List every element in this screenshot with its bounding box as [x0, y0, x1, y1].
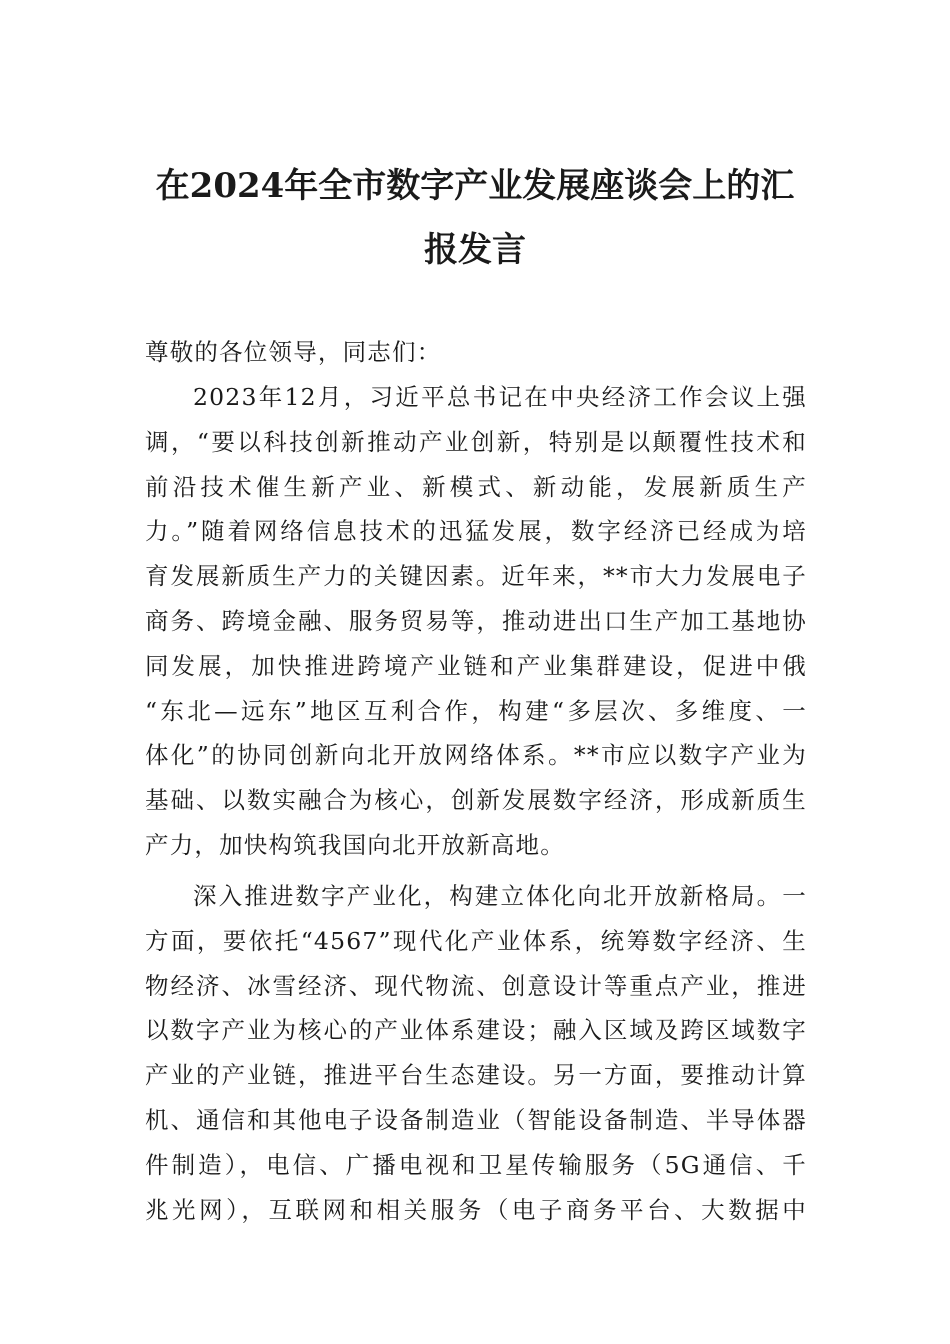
paragraph-line: 件制造），电信、广播电视和卫星传输服务（5G通信、千	[145, 1150, 807, 1179]
paragraph-line: 育发展新质生产力的关键因素。近年来，**市大力发展电子	[145, 562, 807, 591]
paragraph-line: 物经济、冰雪经济、现代物流、创意设计等重点产业，推进	[145, 971, 807, 1000]
paragraph-line: 前沿技术催生新产业、新模式、新动能，发展新质生产	[145, 472, 807, 501]
paragraph-line: 深入推进数字产业化，构建立体化向北开放新格局。一	[193, 882, 807, 910]
paragraph-line: 调，“要以科技创新推动产业创新，特别是以颠覆性技术和	[145, 427, 807, 456]
paragraph-line: 产业的产业链，推进平台生态建设。另一方面，要推动计算	[145, 1061, 807, 1090]
title-line-1: 在2024年全市数字产业发展座谈会上的汇	[155, 166, 795, 206]
paragraph-line: 2023年12月，习近平总书记在中央经济工作会议上强	[193, 383, 807, 411]
document-title	[145, 154, 805, 282]
salutation-text: 尊敬的各位领导，同志们：	[145, 338, 442, 366]
salutation	[145, 330, 807, 375]
paragraph-1	[145, 375, 807, 868]
paragraph-line: “东北—远东”地区互利合作，构建“多层次、多维度、一	[145, 696, 807, 725]
paragraph-line: 基础、以数实融合为核心，创新发展数字经济，形成新质生	[145, 786, 807, 815]
paragraph-line: 产力，加快构筑我国向北开放新高地。	[145, 830, 565, 859]
paragraph-line: 兆光网），互联网和相关服务（电子商务平台、大数据中	[145, 1195, 807, 1224]
paragraph-line: 体化”的协同创新向北开放网络体系。**市应以数字产业为	[145, 741, 807, 770]
paragraph-line: 以数字产业为核心的产业体系建设；融入区域及跨区域数字	[145, 1016, 807, 1045]
title-line-2: 报发言	[424, 230, 526, 270]
paragraph-2	[145, 874, 807, 1232]
paragraph-line: 机、通信和其他电子设备制造业（智能设备制造、半导体器	[145, 1105, 807, 1134]
paragraph-line: 力。”随着网络信息技术的迅猛发展，数字经济已经成为培	[145, 517, 807, 546]
paragraph-line: 方面，要依托“4567”现代化产业体系，统筹数字经济、生	[145, 926, 807, 955]
paragraph-line: 商务、跨境金融、服务贸易等，推动进出口生产加工基地协	[145, 606, 807, 635]
paragraph-line: 同发展，加快推进跨境产业链和产业集群建设，促进中俄	[145, 651, 807, 680]
